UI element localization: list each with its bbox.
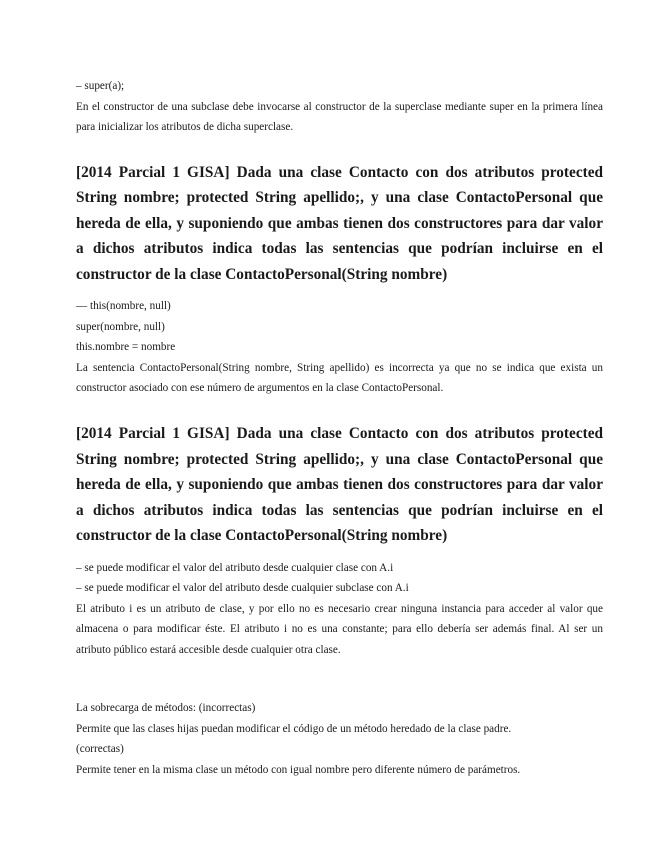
answer-block-static-attribute <box>76 558 603 661</box>
option-line: — this(nombre, null) <box>76 300 171 313</box>
explanation-text: El atributo i es un atributo de clase, y por ello no es necesario crear ninguna instancia para acceder al valor que almacena o para modificar éste. El atributo i no es una constante; para ello debería ser además final. Al ser un atributo público estará accesible desde cualquier otra clase. <box>76 602 603 656</box>
answer-block-super <box>76 76 603 138</box>
option-line: – se puede modificar el valor del atributo desde cualquier subclase con A.i <box>76 582 409 595</box>
explanation-text: La sentencia ContactoPersonal(String nombre, String apellido) es incorrecta ya que no se indica que exista un constructor asociado con ese número de argumentos en la clase ContactoPersonal. <box>76 361 603 395</box>
option-line: Permite tener en la misma clase un método con igual nombre pero diferente número de parámetros. <box>76 763 521 776</box>
answer-block-overloading <box>76 698 603 780</box>
option-line: this.nombre = nombre <box>76 341 176 354</box>
question-line: La sobrecarga de métodos: (incorrectas) <box>76 702 256 715</box>
option-line: – se puede modificar el valor del atributo desde cualquier clase con A.i <box>76 561 394 574</box>
question-heading: [2014 Parcial 1 GISA] Dada una clase Contacto con dos atributos protected String nombre; protected String apellido;, y una clase ContactoPersonal que hereda de ella, y suponiendo que ambas tienen dos constructores para dar valor a dichos atributos indica todas las sentencias que podrían incluirse en el constructor de la clase ContactoPersonal(String nombre) <box>76 424 603 545</box>
option-line: super(nombre, null) <box>76 320 165 333</box>
explanation-text: En el constructor de una subclase debe invocarse al constructor de la superclase mediante super en la primera línea para inicializar los atributos de dicha superclase. <box>76 100 603 133</box>
answer-block-constructor <box>76 296 603 399</box>
question-heading: [2014 Parcial 1 GISA] Dada una clase Contacto con dos atributos protected String nombre; protected String apellido;, y una clase ContactoPersonal que hereda de ella, y suponiendo que ambas tienen dos constructores para dar valor a dichos atributos indica todas las sentencias que podrían incluirse en el constructor de la clase ContactoPersonal(String nombre) <box>76 163 603 283</box>
option-line: – super(a); <box>76 80 125 92</box>
option-line: Permite que las clases hijas puedan modificar el código de un método heredado de la clase padre. <box>76 722 512 735</box>
label-line: (correctas) <box>76 743 124 756</box>
